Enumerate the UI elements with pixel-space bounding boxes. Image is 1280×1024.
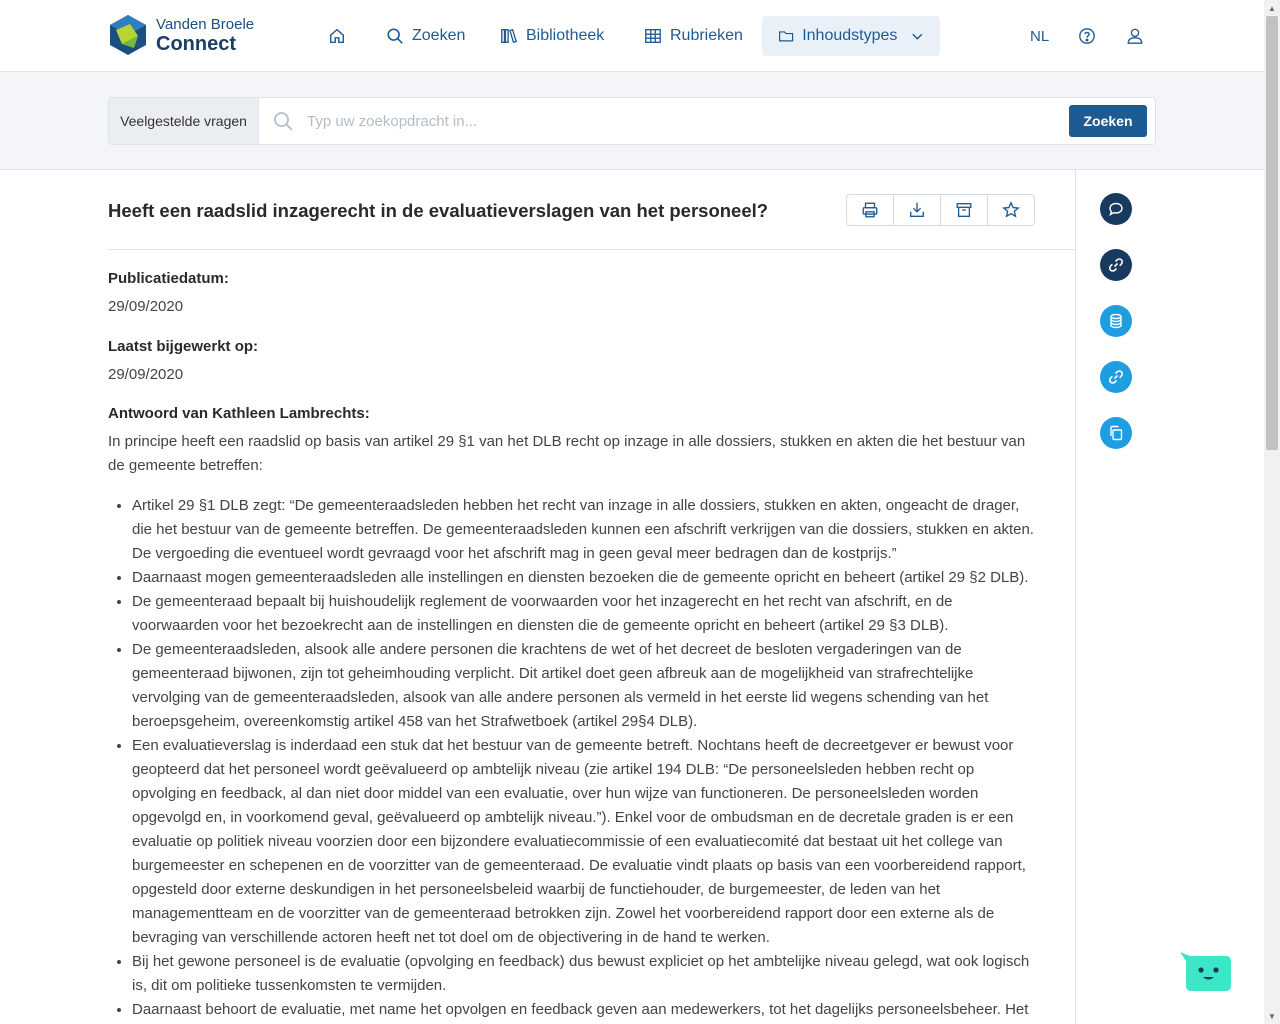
search-icon bbox=[273, 111, 293, 131]
top-navigation bbox=[0, 0, 1264, 72]
answer-heading: Antwoord van Kathleen Lambrechts: bbox=[108, 405, 370, 422]
list-item: • Artikel 29 §1 DLB zegt: “De gemeenteraadsleden hebben het recht van inzage in alle dossiers, stukken en akten, ongeacht de drager, die het bestuur van de gemeente betreffen. De gemeenteraadsleden kunnen een afschrift verkrijgen van die dossiers, stukken en akten. De vergoeding die eventueel wordt gevraagd voor het afschrift mag in geen geval meer bedragen dan de kostprijs.” bbox=[132, 494, 1038, 566]
list-item: • Een evaluatieverslag is inderdaad een stuk dat het bestuur van de gemeente betreft. Nochtans heeft de decreetgever er bewust voor geopteerd dat het personeel wordt geëvalueerd op ambtelijk niveau (zie artikel 194 DLB: “De personeelsleden hebben recht op opvolging en feedback, al dan niet door middel van een evaluatie, over hun wijze van functioneren. De personeelsleden worden opgevolgd en, in voorkomend geval, geëvalueerd op ambtelijk niveau.”). Enkel voor de ombudsman en de decretale graden is er een evaluatie op politiek niveau voorzien door een bijzondere evaluatiecommissie of een evaluatiecomité dat bestaat uit het college van burgemeester en schepenen en de voorzitter van de gemeenteraad. De evaluatie vindt plaats op basis van een voorbereidend rapport, opgesteld door externe deskundigen in het personeelsbeleid waarbij de functiehouder, de burgemeester, de leden van het managementteam en de voorzitter van de gemeenteraad betrokken zijn. Zowel het voorbereidend rapport door een externe als de bevraging van verschillende actoren heeft net tot doel om de objectivering in de hand te werken. bbox=[132, 734, 1038, 950]
title-divider bbox=[108, 249, 1075, 250]
article-body bbox=[108, 402, 1038, 1022]
brand-name: Vanden Broele bbox=[156, 15, 255, 33]
publication-date-label: Publicatiedatum: bbox=[108, 270, 229, 287]
search-button[interactable]: Zoeken bbox=[1069, 105, 1147, 137]
nav-search[interactable] bbox=[386, 16, 465, 56]
language-switcher[interactable] bbox=[1030, 16, 1049, 56]
updated-date-value: 29/09/2020 bbox=[108, 366, 184, 383]
chatbot-icon bbox=[1180, 952, 1232, 992]
copy-button[interactable] bbox=[1100, 417, 1132, 449]
chatbot-button[interactable] bbox=[1180, 952, 1232, 992]
nav-search-label: Zoeken bbox=[412, 27, 466, 44]
search-box bbox=[108, 97, 1156, 145]
print-icon bbox=[861, 201, 879, 219]
search-band bbox=[0, 72, 1264, 170]
help-icon bbox=[1078, 27, 1096, 45]
home-icon bbox=[328, 27, 346, 45]
star-icon bbox=[1002, 201, 1020, 219]
nav-content-types-label: Inhoudstypes bbox=[802, 27, 898, 44]
updated-date-label: Laatst bijgewerkt op: bbox=[108, 338, 259, 355]
account-button[interactable] bbox=[1126, 16, 1144, 56]
copy-icon bbox=[1108, 425, 1124, 441]
comment-button[interactable] bbox=[1100, 193, 1132, 225]
article-title: Heeft een raadslid inzagerecht in de evaluatieverslagen van het personeel? bbox=[108, 200, 769, 221]
list-item: • Daarnaast behoort de evaluatie, met name het opvolgen en feedback geven aan medewerkers, tot het dagelijks personeelsbeheer. Het bbox=[132, 998, 1038, 1022]
list-item: • Daarnaast mogen gemeenteraadsleden alle instellingen en diensten bezoeken die de gemeente opricht en beheert (artikel 29 §2 DLB). bbox=[132, 566, 1038, 590]
user-icon bbox=[1126, 27, 1144, 45]
brand-product: Connect bbox=[156, 32, 236, 55]
brand-logo[interactable] bbox=[108, 14, 254, 56]
language-label: NL bbox=[1030, 27, 1050, 45]
favorite-button[interactable] bbox=[988, 195, 1034, 225]
nav-home[interactable] bbox=[328, 16, 354, 56]
answer-list bbox=[108, 494, 1038, 1022]
sidebar-divider bbox=[1075, 170, 1076, 1024]
answer-intro: In principe heeft een raadslid op basis van artikel 29 §1 van het DLB recht op inzage in alle dossiers, stukken en akten die het bestuur van de gemeente betreffen: bbox=[108, 433, 1026, 474]
grid-icon bbox=[644, 27, 662, 45]
list-item: • De gemeenteraadsleden, alsook alle andere personen die krachtens de wet of het decreet de besloten vergaderingen van de gemeenteraad bijwonen, zijn tot geheimhouding verplicht. Dit artikel doet geen afbreuk aan de mogelijkheid van strafrechtelijke vervolging van de gemeenteraadsleden, alsook van alle andere personen als vermeld in het eerste lid wegens schending van het beroepsgeheim, overeenkomstig artikel 458 van het Strafwetboek (artikel 29§4 DLB). bbox=[132, 638, 1038, 734]
nav-sections[interactable] bbox=[644, 16, 743, 56]
download-icon bbox=[908, 201, 926, 219]
nav-library-label: Bibliotheek bbox=[526, 27, 605, 44]
comment-icon bbox=[1108, 201, 1124, 217]
chevron-down-icon bbox=[911, 29, 924, 43]
nav-sections-label: Rubrieken bbox=[670, 27, 743, 44]
publication-date-value: 29/09/2020 bbox=[108, 298, 184, 315]
archive-icon bbox=[955, 201, 973, 219]
library-icon bbox=[500, 27, 518, 45]
scroll-up-arrow[interactable]: ▲ bbox=[1268, 3, 1276, 13]
database-button[interactable] bbox=[1100, 305, 1132, 337]
help-button[interactable] bbox=[1078, 16, 1096, 56]
print-button[interactable] bbox=[847, 195, 894, 225]
list-item: • Bij het gewone personeel is de evaluatie (opvolging en feedback) dus bewust expliciet op het ambtelijke niveau gelegd, wat ook logisch is, dit om politieke tussenkomsten te vermijden. bbox=[132, 950, 1038, 998]
nav-content-types[interactable] bbox=[762, 16, 940, 56]
database-icon bbox=[1108, 313, 1124, 329]
related-link-button[interactable] bbox=[1100, 361, 1132, 393]
search-icon bbox=[386, 27, 404, 45]
search-category-selector[interactable]: Veelgestelde vragen bbox=[109, 98, 259, 144]
search-input[interactable] bbox=[307, 113, 1069, 130]
link-button[interactable] bbox=[1100, 249, 1132, 281]
scroll-down-arrow[interactable]: ▼ bbox=[1268, 1011, 1276, 1021]
link-icon bbox=[1108, 369, 1124, 385]
article-toolbar bbox=[846, 194, 1035, 226]
logo-icon bbox=[108, 14, 148, 56]
download-button[interactable] bbox=[894, 195, 941, 225]
scrollbar-thumb[interactable] bbox=[1266, 16, 1278, 450]
list-item: • De gemeenteraad bepaalt bij huishoudelijk reglement de voorwaarden voor het inzagerecht en het recht van afschrift, en de voorwaarden voor het bezoekrecht aan de instellingen en diensten die de gemeente opricht en beheert (artikel 29 §3 DLB). bbox=[132, 590, 1038, 638]
archive-button[interactable] bbox=[941, 195, 988, 225]
link-icon bbox=[1108, 257, 1124, 273]
nav-library[interactable] bbox=[500, 16, 604, 56]
folder-icon bbox=[778, 27, 794, 45]
